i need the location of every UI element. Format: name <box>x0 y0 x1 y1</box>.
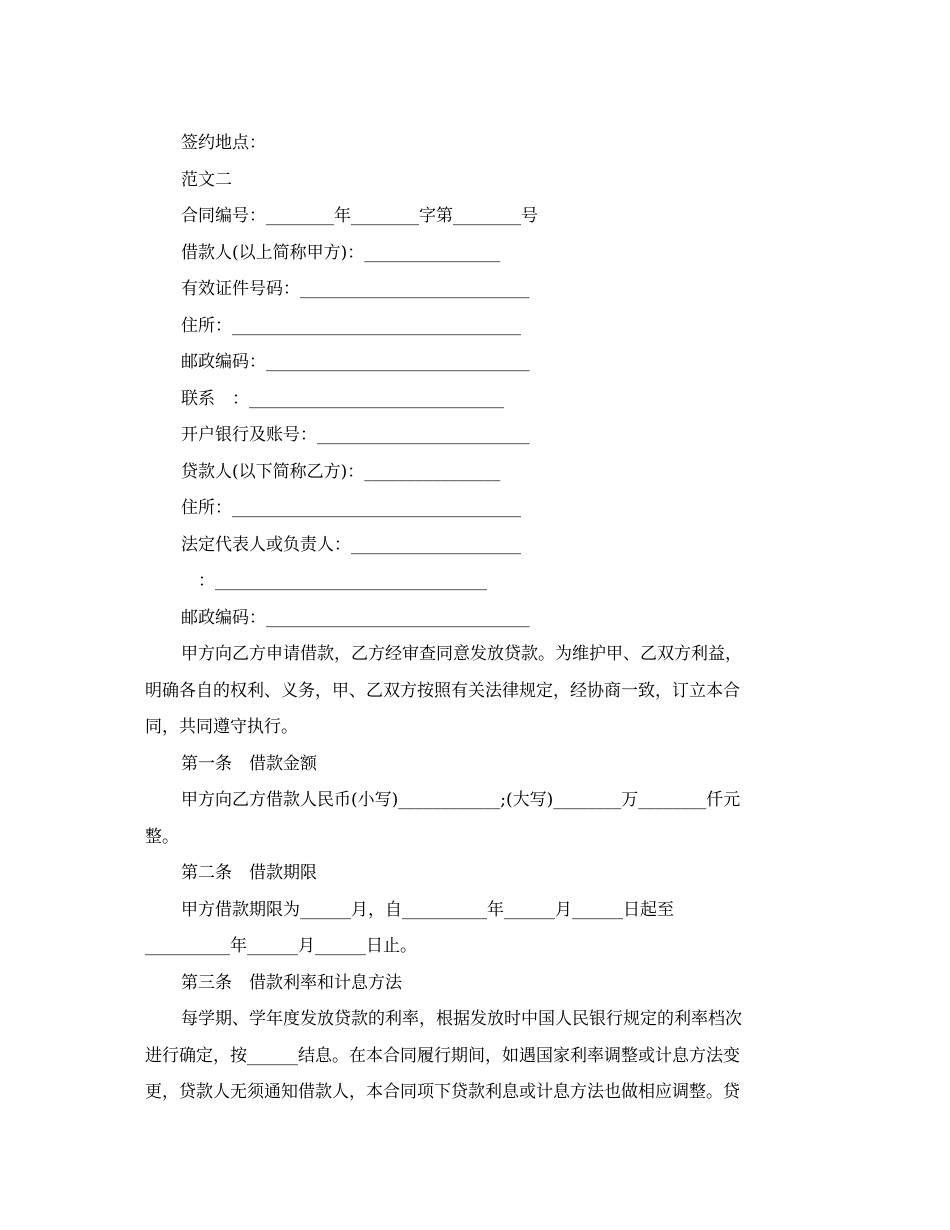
id-number-line: 有效证件号码：___________________________ <box>181 279 530 299</box>
lender-address-line: 住所：__________________________________ <box>181 498 521 518</box>
article-2-line-1: 甲方借款期限为______月，自__________年______月______日起至 <box>181 900 674 920</box>
article-1-line-2: 整。 <box>145 827 179 847</box>
borrower-postcode-line: 邮政编码：_______________________________ <box>181 352 530 372</box>
article-1-heading: 第一条 借款金额 <box>181 754 317 774</box>
borrower-line: 借款人(以上简称甲方)：________________ <box>181 243 501 263</box>
preamble-line-3: 同，共同遵守执行。 <box>145 717 298 737</box>
sample-heading: 范文二 <box>181 170 232 190</box>
preamble-line-1: 甲方向乙方申请借款，乙方经审查同意发放贷款。为维护甲、乙双方利益， <box>181 644 742 664</box>
signing-place-line: 签约地点： <box>181 133 266 153</box>
legal-representative-line: 法定代表人或负责人：____________________ <box>181 535 521 555</box>
article-3-line-3: 更，贷款人无须通知借款人，本合同项下贷款利息或计息方法也做相应调整。贷 <box>145 1082 740 1102</box>
article-2-line-2: __________年______月______日止。 <box>145 936 417 956</box>
article-1-line-1: 甲方向乙方借款人民币(小写)____________;(大写)________万________仟元 <box>181 790 741 810</box>
blank-field-line: ：________________________________ <box>181 571 487 591</box>
lender-line: 贷款人(以下简称乙方)：________________ <box>181 462 501 482</box>
article-3-heading: 第三条 借款利率和计息方法 <box>181 973 402 993</box>
borrower-address-line: 住所：__________________________________ <box>181 316 521 336</box>
contract-number-line: 合同编号：________年________字第________号 <box>181 206 538 226</box>
article-3-line-1: 每学期、学年度发放贷款的利率，根据发放时中国人民银行规定的利率档次 <box>181 1009 742 1029</box>
bank-account-line: 开户银行及账号：_________________________ <box>181 425 530 445</box>
article-2-heading: 第二条 借款期限 <box>181 863 317 883</box>
preamble-line-2: 明确各自的权利、义务，甲、乙双方按照有关法律规定，经协商一致，订立本合 <box>145 681 740 701</box>
article-3-line-2: 进行确定，按______结息。在本合同履行期间，如遇国家利率调整或计息方法变 <box>145 1046 740 1066</box>
contact-line: 联系 ：______________________________ <box>181 389 504 409</box>
lender-postcode-line: 邮政编码：_______________________________ <box>181 608 530 628</box>
